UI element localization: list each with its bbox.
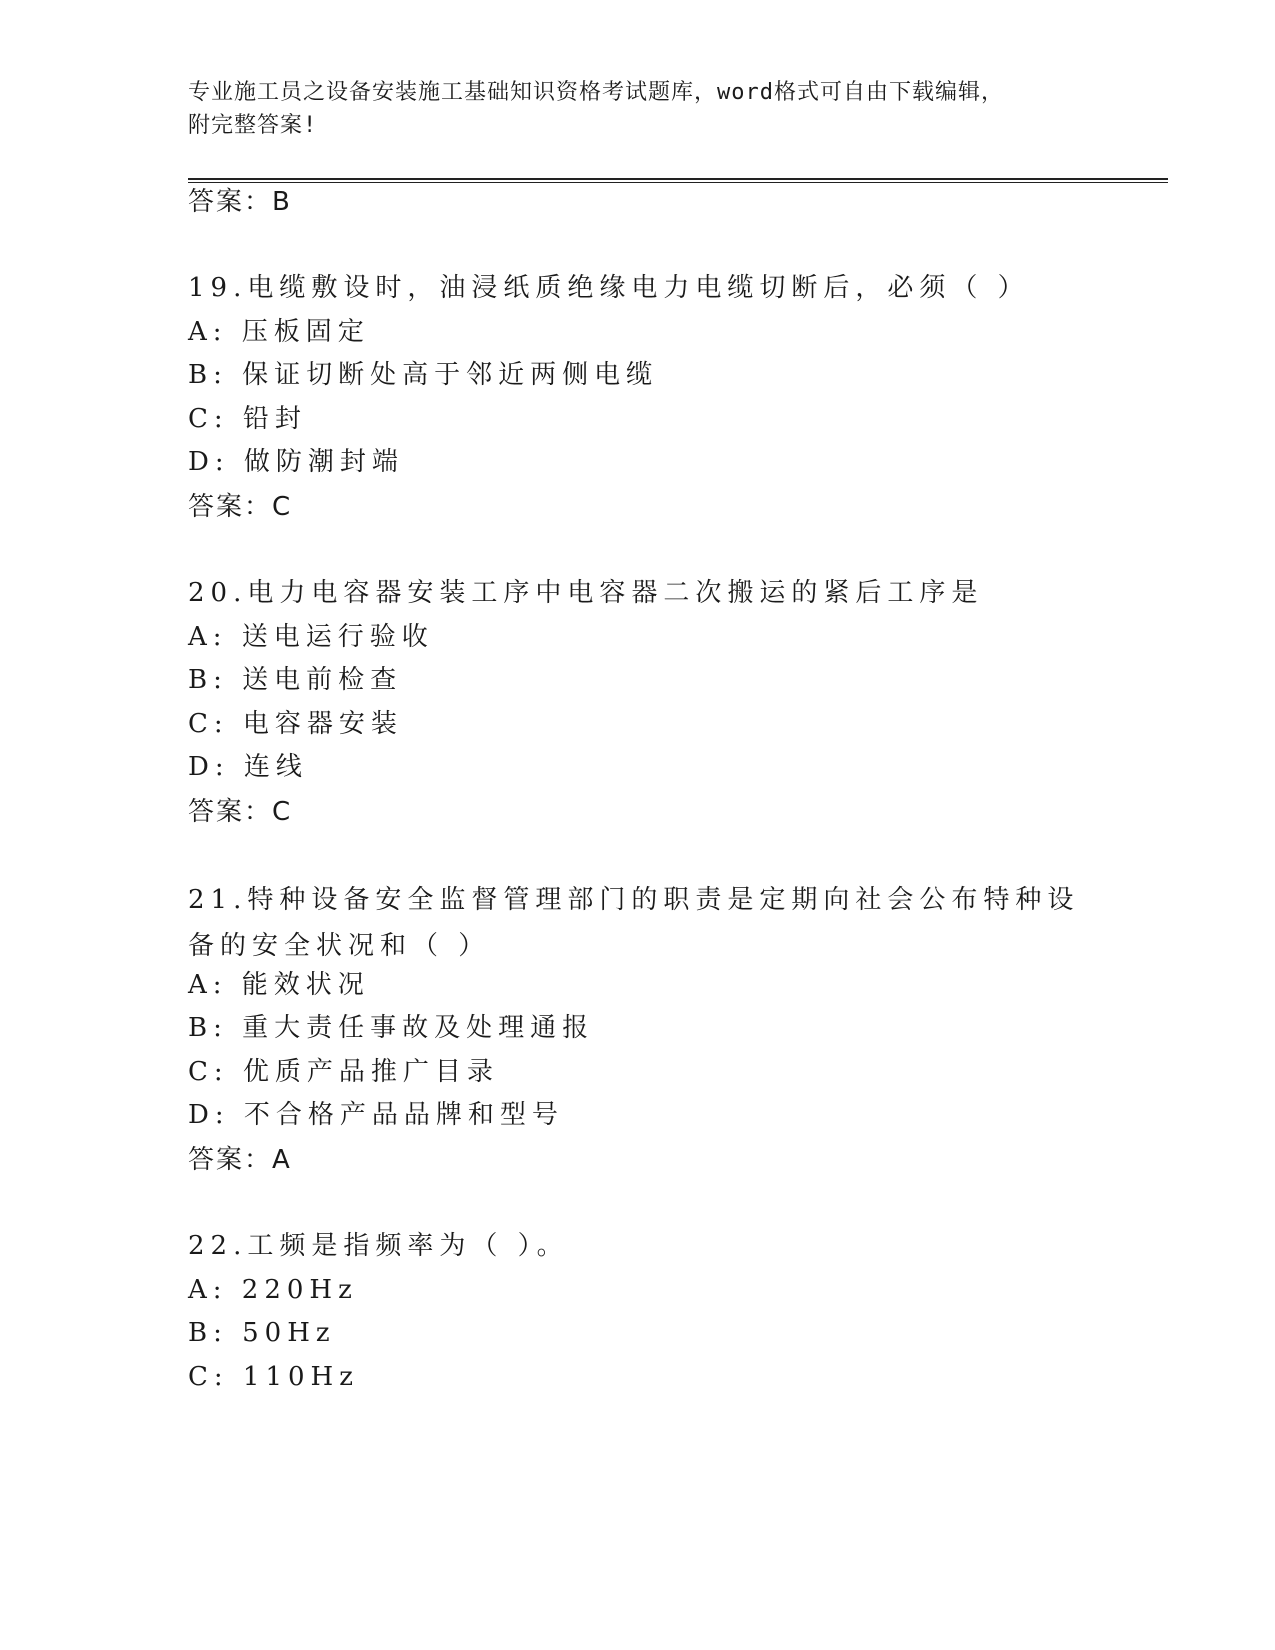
option-line: C: 110Hz (188, 1362, 359, 1392)
answer-line: 答案：B (188, 187, 292, 217)
question-21: 21.特种设备安全监督管理部门的职责是定期向社会公布特种设备的安全状况和（ ） (188, 885, 1080, 961)
question-19: 19.电缆敷设时，油浸纸质绝缘电力电缆切断后，必须（ ） (188, 273, 1030, 303)
option-line: C: 优质产品推广目录 (188, 1057, 499, 1087)
option-line: B: 保证切断处高于邻近两侧电缆 (188, 360, 659, 390)
option-line: A: 送电运行验收 (188, 622, 434, 652)
option-line: A: 220Hz (188, 1275, 358, 1305)
option-line: B: 送电前检查 (188, 665, 403, 695)
option-line: C: 电容器安装 (188, 709, 403, 739)
option-line: B: 重大责任事故及处理通报 (188, 1013, 595, 1043)
document-header (188, 76, 1088, 142)
question-20: 20.电力电容器安装工序中电容器二次搬运的紧后工序是 (188, 578, 984, 608)
option-line: D: 不合格产品品牌和型号 (188, 1100, 564, 1130)
header-divider (188, 178, 1168, 183)
option-line: C: 铅封 (188, 404, 307, 434)
option-line: B: 50Hz (188, 1318, 336, 1348)
option-line: D: 做防潮封端 (188, 447, 404, 477)
answer-line: 答案：C (188, 797, 293, 827)
answer-line: 答案：A (188, 1145, 292, 1175)
option-line: A: 压板固定 (188, 317, 370, 347)
option-line: A: 能效状况 (188, 970, 370, 1000)
header-line-2: 附完整答案! (188, 113, 318, 138)
answer-line: 答案：C (188, 492, 293, 522)
option-line: D: 连线 (188, 752, 308, 782)
header-line-1: 专业施工员之设备安装施工基础知识资格考试题库，word格式可自由下载编辑， (188, 80, 1004, 105)
question-22: 22.工频是指频率为（ ）。 (188, 1231, 569, 1261)
